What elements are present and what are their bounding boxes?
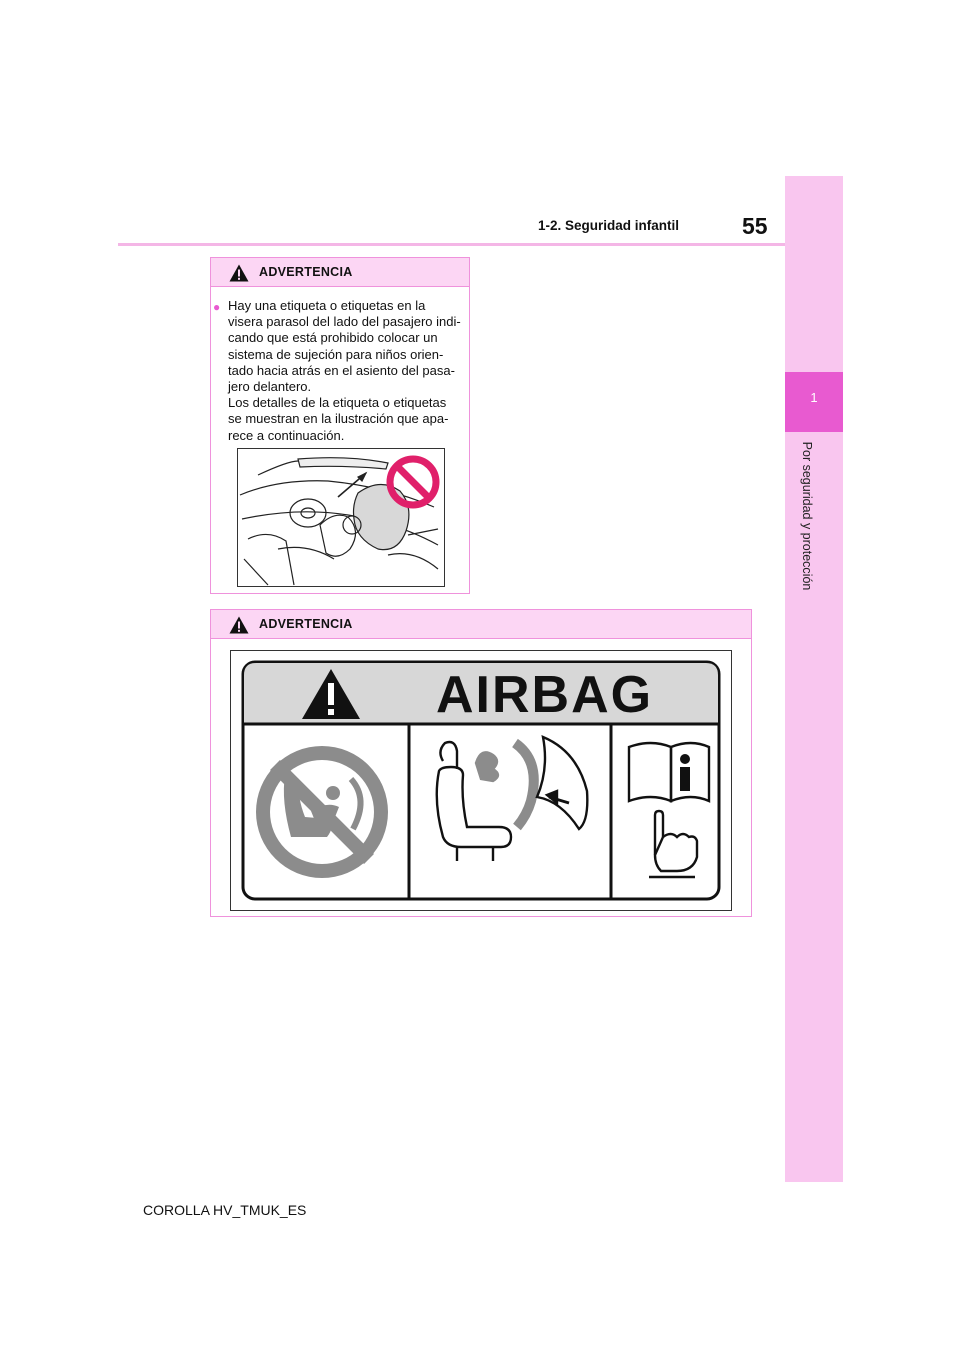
warning-header bbox=[211, 258, 469, 287]
bullet-item bbox=[213, 298, 465, 444]
prohibited-icon bbox=[256, 746, 388, 878]
airbag-title: AIRBAG bbox=[436, 666, 654, 724]
sun-visor-illustration bbox=[237, 448, 445, 587]
prohibited-icon bbox=[390, 459, 436, 505]
warning-label: ADVERTENCIA bbox=[259, 265, 353, 279]
page-number: 55 bbox=[742, 213, 768, 239]
bullet-text: Hay una etiqueta o etiquetas en la visera parasol del lado del pasajero indi- cando que está prohibido colocar un sistema de sujeción para niños orien- tado hacia atrás en el asiento del pasa- jero delantero. Los detalles de la etiqueta o etiquetas se muestran en la ilustración que apa- rece a continuación. bbox=[228, 298, 461, 443]
footer-model: COROLLA HV_TMUK_ES bbox=[143, 1202, 307, 1218]
warning-label: ADVERTENCIA bbox=[259, 617, 353, 631]
car-interior-icon bbox=[238, 449, 444, 586]
warning-triangle-icon bbox=[229, 264, 249, 282]
airbag-label-illustration bbox=[230, 650, 732, 911]
chapter-title: Por seguridad y protección bbox=[800, 441, 814, 591]
section-title: 1-2. Seguridad infantil bbox=[538, 218, 680, 233]
warning-box-2 bbox=[210, 609, 752, 917]
header-rule bbox=[118, 243, 785, 246]
warning-box-1 bbox=[210, 257, 470, 594]
warning-triangle-icon bbox=[229, 616, 249, 634]
side-tab bbox=[785, 176, 843, 1182]
chapter-number: 1 bbox=[810, 390, 818, 405]
warning-header bbox=[211, 610, 751, 639]
bullet-icon: ● bbox=[213, 300, 221, 314]
